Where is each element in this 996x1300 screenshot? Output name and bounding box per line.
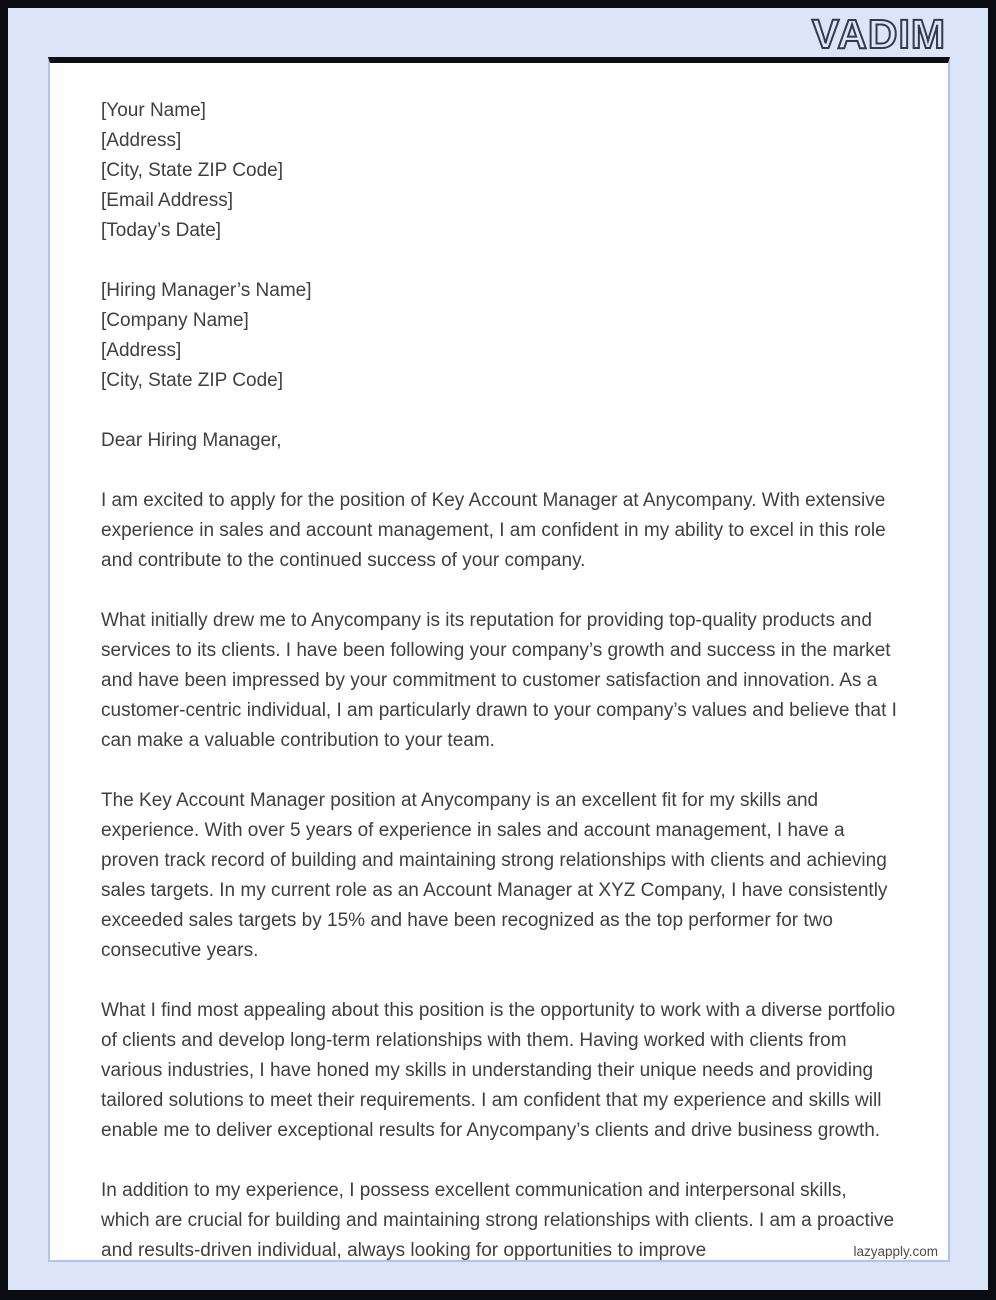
sender-email: [Email Address] <box>101 190 233 211</box>
recipient-city-state-zip: [City, State ZIP Code] <box>101 370 283 391</box>
poster-background <box>8 8 988 1290</box>
sender-block <box>101 96 899 246</box>
sender-city-state-zip: [City, State ZIP Code] <box>101 160 283 181</box>
salutation: Dear Hiring Manager, <box>101 430 282 451</box>
recipient-company: [Company Name] <box>101 310 249 331</box>
paragraph-experience: The Key Account Manager position at Anycompany is an excellent fit for my skills and experience. With over 5 years of experience in sales and account management, I have a proven track record of building and maintaining strong relationships with clients and achieving sales targets. In my current role as an Account Manager at XYZ Company, I have consistently exceeded sales targets by 15% and have been recognized as the top performer for two consecutive years. <box>101 790 888 961</box>
paragraph-position-appeal: What I find most appealing about this position is the opportunity to work with a diverse portfolio of clients and develop long-term relationships with them. Having worked with clients from various industries, I have honed my skills in understanding their unique needs and providing tailored solutions to meet their requirements. I am confident that my experience and skills will enable me to deliver exceptional results for Anycompany’s clients and drive business growth. <box>101 1000 896 1141</box>
recipient-name: [Hiring Manager’s Name] <box>101 280 312 301</box>
paragraph-company-interest: What initially drew me to Anycompany is its reputation for providing top-quality products and services to its clients. I have been following your company’s growth and success in the market and have been impressed by your commitment to customer satisfaction and innovation. As a customer-centric individual, I am particularly drawn to your company’s values and believe that I can make a valuable contribution to your team. <box>101 610 897 751</box>
watermark-link: lazyapply.com <box>853 1244 938 1259</box>
sender-address: [Address] <box>101 130 182 151</box>
sender-name: [Your Name] <box>101 100 206 121</box>
letter-body <box>50 63 948 1266</box>
paragraph-intro: I am excited to apply for the position of Key Account Manager at Anycompany. With extensive experience in sales and account management, I am confident in my ability to excel in this role and contribute to the continued success of your company. <box>101 490 886 571</box>
recipient-address: [Address] <box>101 340 182 361</box>
paragraph-skills: In addition to my experience, I possess excellent communication and interpersonal skills, which are crucial for building and maintaining strong relationships with clients. I am a proactive and results-driven individual, always looking for opportunities to improve <box>101 1180 895 1261</box>
brand-logo: VADIM <box>811 11 946 57</box>
cover-letter-page <box>48 57 950 1262</box>
letter-date: [Today’s Date] <box>101 220 222 241</box>
recipient-block <box>101 276 899 396</box>
